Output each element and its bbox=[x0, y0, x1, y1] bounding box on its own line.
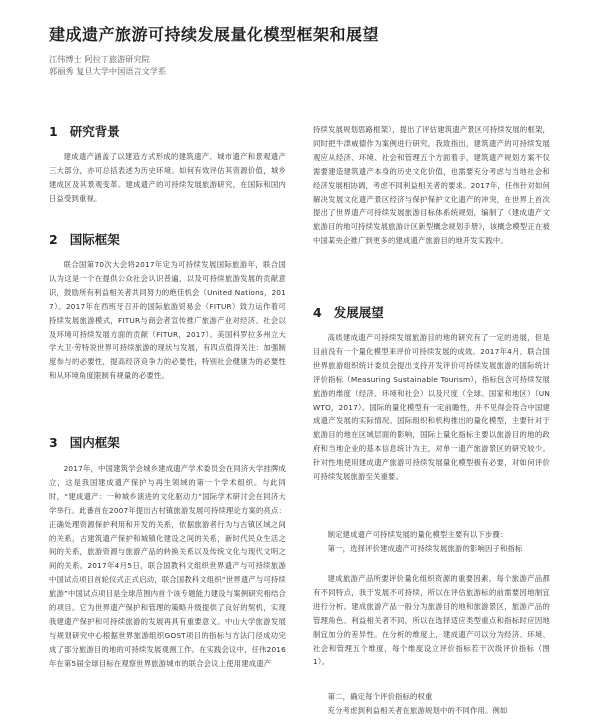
author-1: 江伟博士 阿拉丁旅游研究院 bbox=[49, 54, 150, 64]
page-title: 建成遗产旅游可持续发展量化模型框架和展望 bbox=[49, 25, 380, 44]
paragraph-1: 建成遗产涵盖了以建造方式形成的建筑遗产、城市遗产和景观遗产三大部分，亦可总括表述为历史环境。如何有效评估其资源价值，城乡建成区及其景观变革。建成遗产的可持续发展旅游研究，在国际和国内日益受到重视。 bbox=[49, 152, 286, 203]
paragraph-8: 建成旅游产品所要评价量化组织资源的重要因素，每个旅游产品都有不同特点，我于发展不可持续，所以在评估旅游标的前需要因地制宜进行分析。建成旅游产品一般分为旅游目的地和旅游景区，旅游产品的管理角色、利益相关者不同，所以在选择适应类型重点和指标时应因地制宜加分的差异性。在分析的维度上，建成遗产可以分为经济、环境、社会和管理五个维度，每个维度设立评价指标若干次级评价指标（图1）。 bbox=[313, 574, 550, 667]
section-number-2: 2 bbox=[49, 232, 58, 247]
section-title-4: 发展展望 bbox=[333, 305, 384, 320]
section-title-1: 研究背景 bbox=[69, 124, 120, 139]
paragraph-3: 2017年，中国建筑学会城乡建成遗产学术委员会在同济大学挂牌成立，这是我国建成遗产保护与再生领域的第一个学术组织。与此同时，“建成遗产：一种城乡演进的文化驱动力”国际学术研讨会在同济大学举行。此番首在2007年提出古村镇旅游发展可持续理论方案的亮点：正确处理资源保护利用和开发的关系，依据旅游者行为与古镇区域之间的关系，古建筑遗产保护和城镇化建设之间的关系，新时代民众生活之间的关系，旅游资源与旅游产品的转换关系以及传统文化与现代文明之间的关系。2017年4月5日，联合国教科文组织世界遗产与可持续旅游中国试点项目首轮仪式正式启动，联合国教科文组织“世界遗产与可持续旅游”中国试点项目是全球范围内首个该专题能力建设与案例研究相结合的项目。它为世界遗产保护和管理的策略升级提供了良好的契机，实现我建遗产保护和可持续旅游的发展再具有重要意义。中山大学旅游发展与规划研究中心根据世界旅游组织GOST项目的指标与方法门径成功完成了部分旅游目的地的可持续发展观测工作。在实践会议中，任伟2016年在第5届全球目标在观察世界旅游城市的联合会议上使用建成遗产 bbox=[49, 464, 286, 668]
paragraph-2: 联合国第70次大会将2017年定为可持续发展国际旅游年，联合国认为这是一个在提供公众社会认识普遍，以及可持续旅游发展的贡献意识，鼓励所有利益相关者共同努力的绝佳机会（United Nations，2017）。2017年在西班牙召开的国际旅游贸易会（FITUR）致力运作着可持续发展旅游模式，FITUR与商会者宣传推广旅游产业对经济、社会以及环境可持续发展方面的贡献（FITUR，2017）。美国科罗拉多州立大学大卫·劳特说世界可持续旅游的现状与发展，有四点值得关注：加强制度参与的必要性，提高经济竞争力的必要性，特别社会健康为的必要性和从环境角度限制有规量的必要性。 bbox=[49, 260, 286, 381]
author-2: 郭丽秀 复旦大学中国语言文学系 bbox=[49, 66, 167, 76]
section-heading-1 bbox=[49, 122, 120, 140]
section-number-4: 4 bbox=[313, 305, 322, 320]
author-list bbox=[49, 53, 166, 77]
paragraph-4: 持续发展规划思路框架），提出了评估建筑遗产景区可持续发展的框架，同时把牛津威德作为案例进行研究，我致指出，建筑遗产的可持续发展观应从经济、环境、社会和管理五个方面着手，建筑遗产规划方案不仅需要建造建筑遗产本身的历史文化价值，也需要充分考虑与当地社会和经济发展相协调，考虑不同利益相关者的要求。2017年，任伟针对如何解决发展文化遗产景区经济与保护保护文化遗产的冲突，在世界上首次提出了世界遗产可持续发展旅游目标体系统规划，编制了《建成遗产文旅游目的地可持续发展旅游计区新型概念规划手册》，该概念模型正在被中国某央企推广到更多的建成遗产旅游目的地开发实践中。 bbox=[313, 125, 550, 246]
section-heading-4 bbox=[313, 303, 384, 321]
paragraph-5: 高质建成遗产可持续发展旅游目的地的研究有了一定的进展，但是目前没有一个量化模型来评价可持续发展的成效。2017年4月，联合国世界旅游组织统计委员会提出支持开发评价可持续发展旅游的国际统计评价指标（Measuring Sustainable Tourism），指标包含可持续发展旅游的维度（经济、环境和社会）以及尺度（全球、国家和地区）（UNWTO，2017）。国际的量化模型有一定前瞻性，并不见得会符合中国建成遗产发展的实际情况。国际组织和机构推出的量化模型，主要针对于旅游目的地在区域层面的影响，国际上量化指标主要以旅游目的地的政府和当地企业的基本信息统计为主，对单一遗产旅游景区的研究较少。针对性地使用建成遗产旅游可持续发展量化模型极有必要，对如何评价可持续发展旅游至关重要。 bbox=[313, 333, 550, 482]
section-heading-2 bbox=[49, 230, 120, 248]
section-heading-3 bbox=[49, 433, 120, 451]
section-title-3: 国内框架 bbox=[69, 435, 120, 450]
paragraph-9: 第二，确定每个评价指标的权重 bbox=[327, 692, 433, 701]
paragraph-6: 制定建成遗产可持续发展的量化模型主要有以下步骤： bbox=[327, 530, 508, 539]
section-title-2: 国际框架 bbox=[69, 232, 120, 247]
paragraph-7: 第一，选择评价建成遗产可持续发展旅游的影响因子和指标 bbox=[327, 544, 523, 553]
paragraph-10: 充分考虑到利益相关者在旅游规划中的不同作用。例如 bbox=[327, 706, 508, 715]
section-number-1: 1 bbox=[49, 124, 58, 139]
section-number-3: 3 bbox=[49, 435, 58, 450]
